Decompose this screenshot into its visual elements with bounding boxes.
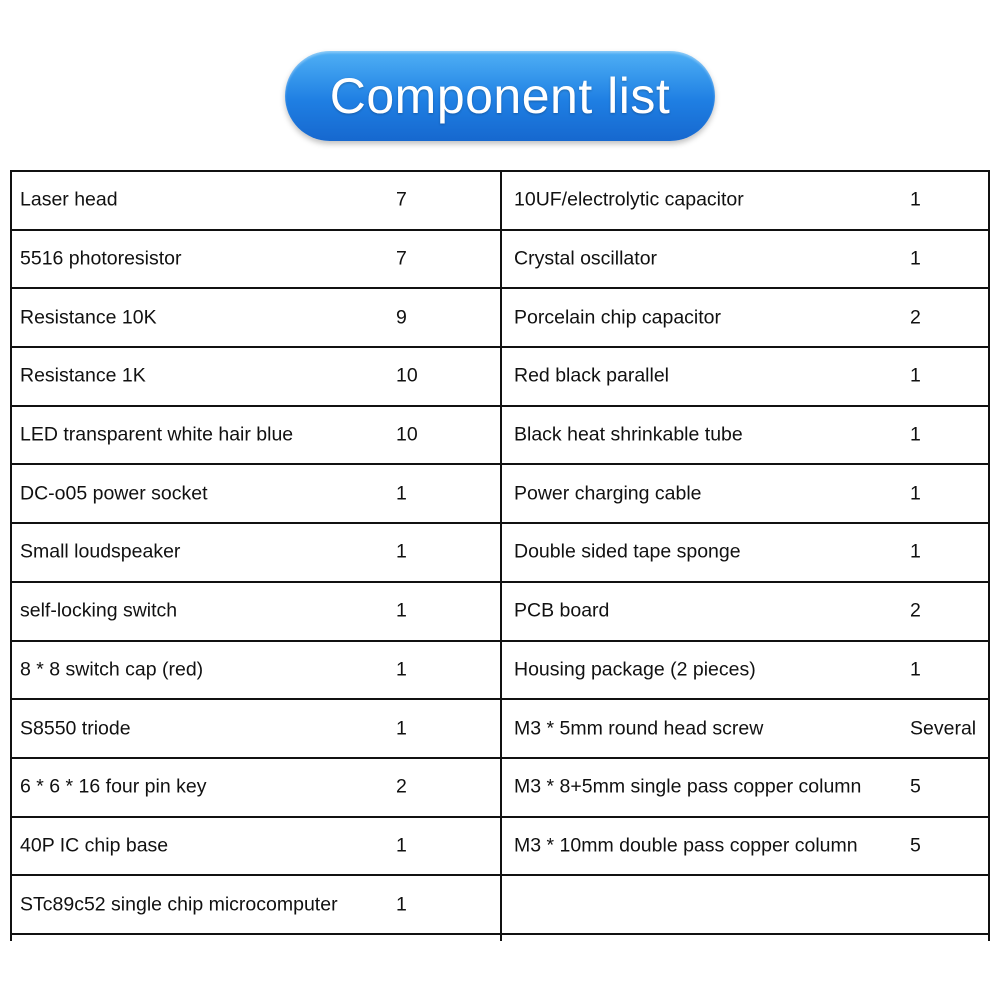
component-name: Red black parallel: [514, 364, 670, 387]
component-name: Black heat shrinkable tube: [514, 423, 743, 446]
component-name: DC-o05 power socket: [20, 482, 208, 505]
component-quantity: 1: [910, 188, 921, 211]
table-row: [12, 700, 500, 759]
table-row: [502, 759, 988, 818]
table-row: [12, 407, 500, 466]
component-quantity: 1: [910, 364, 921, 387]
table-row: [502, 348, 988, 407]
component-name: 6 * 6 * 16 four pin key: [20, 775, 207, 798]
component-name: Resistance 1K: [20, 364, 146, 387]
component-name: Double sided tape sponge: [514, 540, 741, 563]
table-row: [502, 231, 988, 290]
component-name: Crystal oscillator: [514, 247, 658, 270]
component-quantity: 1: [396, 893, 407, 916]
table-row: [502, 700, 988, 759]
table-row: [502, 172, 988, 231]
component-table: [10, 170, 990, 941]
table-row: [12, 876, 500, 935]
table-row: [502, 524, 988, 583]
component-quantity: 1: [396, 658, 407, 681]
table-row: [502, 583, 988, 642]
table-row: [12, 172, 500, 231]
component-name: 10UF/electrolytic capacitor: [514, 188, 744, 211]
table-row: [502, 642, 988, 701]
component-name: 40P IC chip base: [20, 834, 169, 857]
component-quantity: 1: [910, 247, 921, 270]
table-row: [502, 465, 988, 524]
component-quantity: 1: [910, 482, 921, 505]
component-name: PCB board: [514, 599, 610, 622]
table-row: [12, 289, 500, 348]
component-quantity: 1: [396, 834, 407, 857]
component-quantity: 1: [396, 540, 407, 563]
component-quantity: 5: [910, 775, 921, 798]
component-name: S8550 triode: [20, 717, 131, 740]
component-quantity: 7: [396, 247, 407, 270]
table-row: [12, 642, 500, 701]
component-quantity: 1: [910, 423, 921, 446]
component-name: M3 * 10mm double pass copper column: [514, 834, 858, 857]
table-row: [502, 289, 988, 348]
component-quantity: 10: [396, 364, 418, 387]
component-quantity: 1: [396, 482, 407, 505]
component-name: 8 * 8 switch cap (red): [20, 658, 204, 681]
component-name: Porcelain chip capacitor: [514, 306, 722, 329]
component-quantity: 1: [396, 599, 407, 622]
component-quantity: 2: [910, 306, 921, 329]
table-row: [12, 818, 500, 877]
component-quantity: 7: [396, 188, 407, 211]
component-name: Small loudspeaker: [20, 540, 181, 563]
component-quantity: 2: [910, 599, 921, 622]
component-name: Laser head: [20, 188, 118, 211]
table-row: [12, 465, 500, 524]
component-quantity: 10: [396, 423, 418, 446]
component-quantity: 2: [396, 775, 407, 798]
component-name: Housing package (2 pieces): [514, 658, 756, 681]
table-row: [12, 583, 500, 642]
component-quantity: 1: [910, 658, 921, 681]
component-name: M3 * 5mm round head screw: [514, 717, 764, 740]
component-quantity: Several: [910, 717, 977, 740]
right-column: [502, 172, 988, 935]
table-row: [12, 759, 500, 818]
table-row: [502, 818, 988, 877]
table-row: [12, 231, 500, 290]
component-name: Power charging cable: [514, 482, 702, 505]
component-quantity: 1: [396, 717, 407, 740]
component-name: STc89c52 single chip microcomputer: [20, 893, 338, 916]
page-title: Component list: [329, 68, 671, 124]
component-quantity: 9: [396, 306, 407, 329]
title-banner: [285, 51, 715, 141]
left-column: [12, 172, 500, 935]
component-name: Resistance 10K: [20, 306, 157, 329]
component-quantity: 1: [910, 540, 921, 563]
component-name: self-locking switch: [20, 599, 178, 622]
component-quantity: 5: [910, 834, 921, 857]
table-row: [502, 876, 988, 935]
table-row: [12, 524, 500, 583]
component-name: M3 * 8+5mm single pass copper column: [514, 775, 862, 798]
table-row: [12, 348, 500, 407]
component-name: LED transparent white hair blue: [20, 423, 294, 446]
table-row: [502, 407, 988, 466]
component-name: 5516 photoresistor: [20, 247, 182, 270]
